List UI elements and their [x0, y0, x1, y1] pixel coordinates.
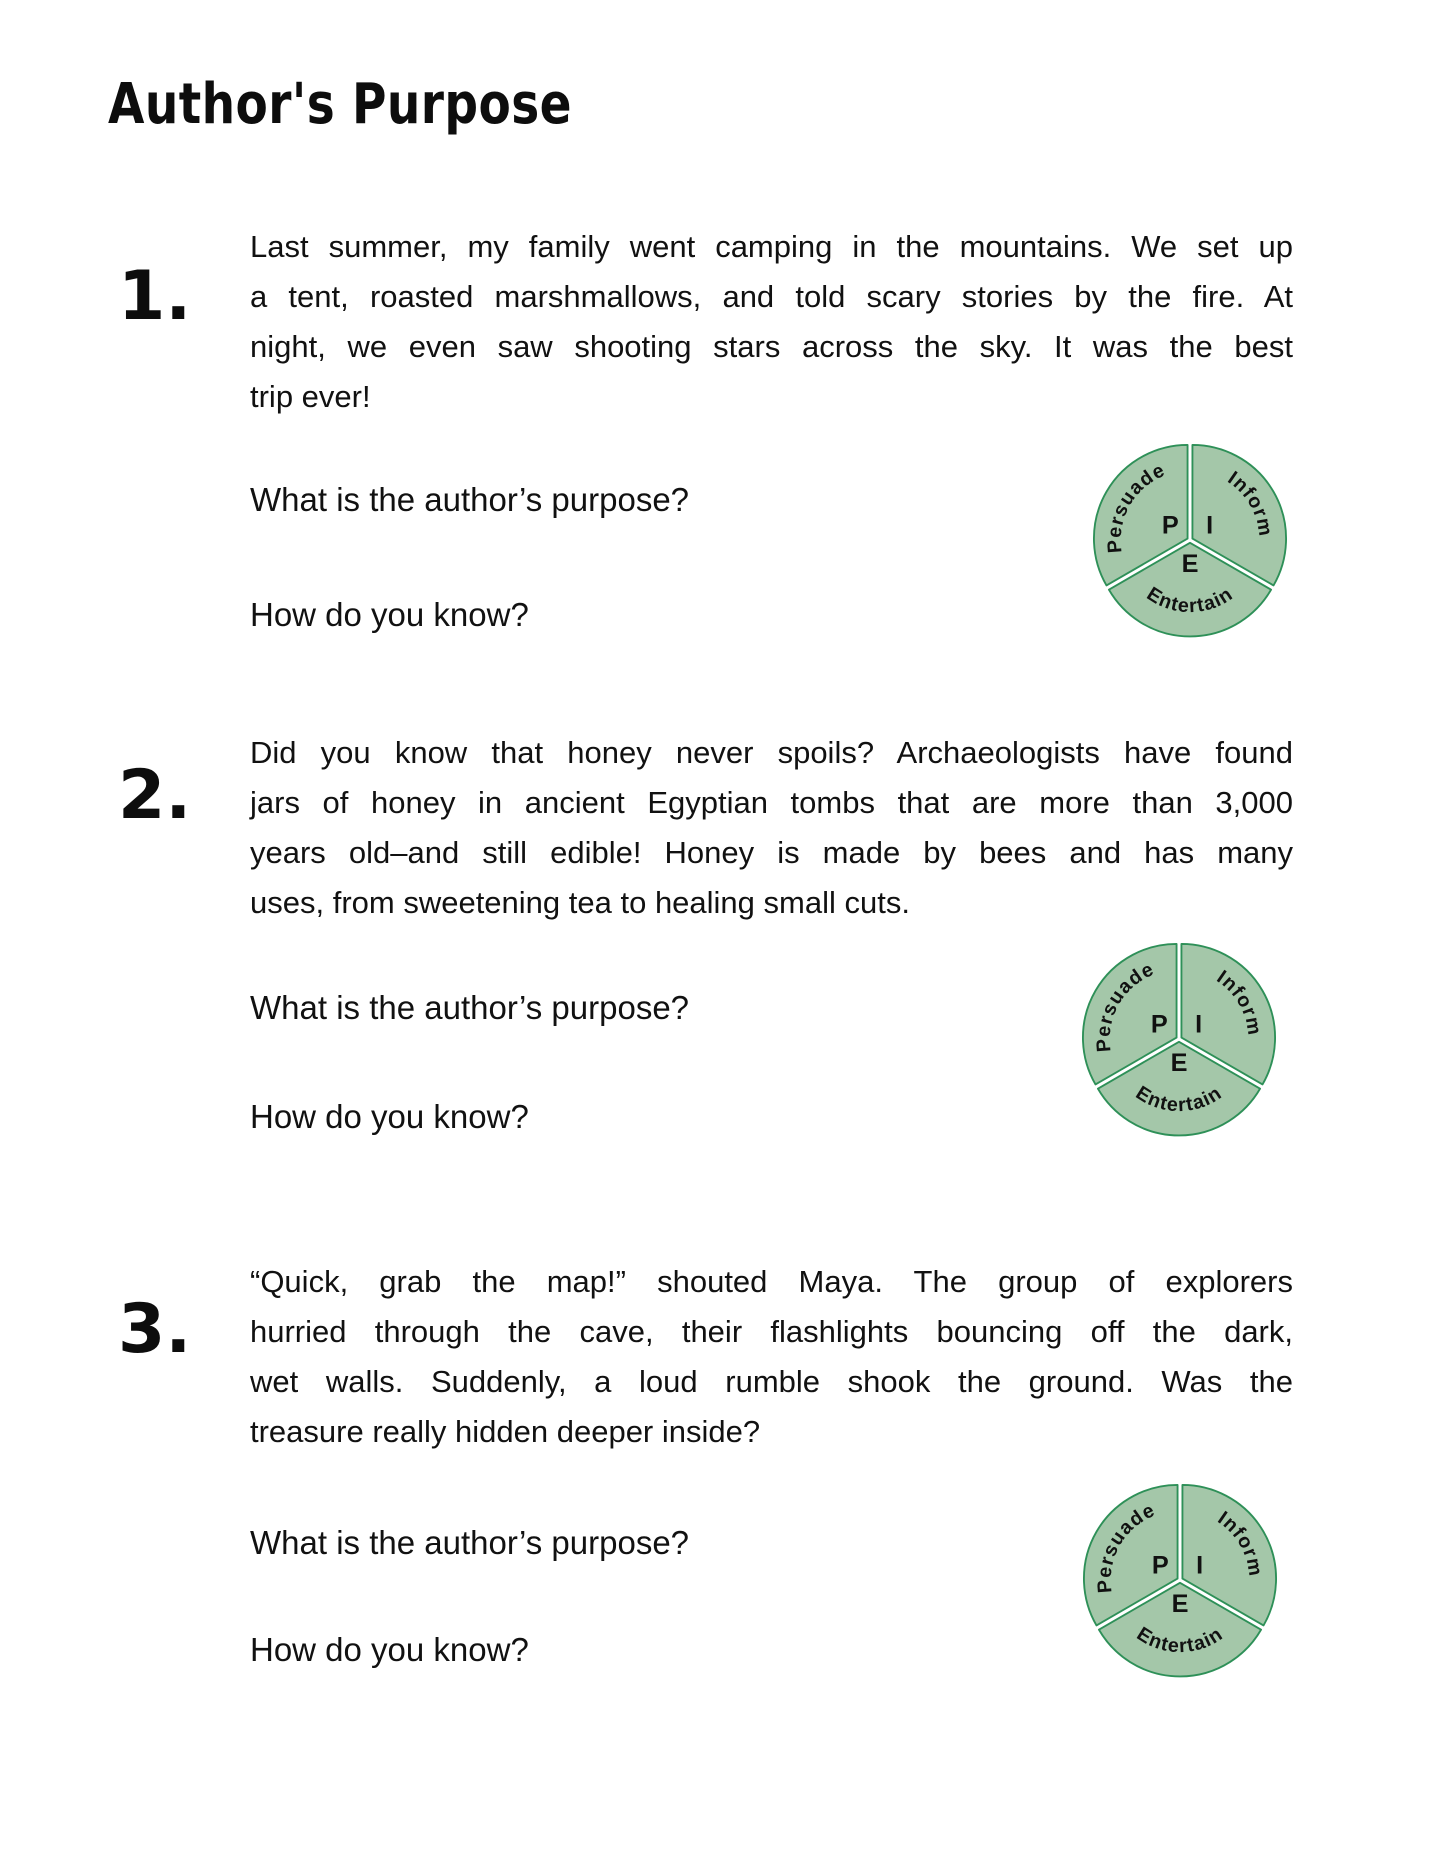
pie-label-persuade: Persuade [1093, 1499, 1159, 1594]
pie-letter-e: E [1181, 549, 1199, 578]
pie-chart [1076, 936, 1282, 1142]
item-3-number: 3. [118, 1290, 192, 1369]
item-2-passage [250, 728, 1293, 928]
pie-letter-p: P [1150, 1010, 1168, 1039]
pie-letter-e: E [1171, 1589, 1189, 1618]
page-title: Author's Purpose [108, 72, 572, 137]
pie-letter-i: I [1206, 511, 1214, 540]
passage-line: years old–and still edible! Honey is made by bees and has many [250, 835, 1293, 870]
item-1-passage [250, 222, 1293, 422]
item-1-question-how-know: How do you know? [250, 596, 529, 633]
pie-label-inform: Inform [1223, 467, 1277, 539]
pie-letter-p: P [1151, 1551, 1169, 1580]
passage-line: Last summer, my family went camping in the mountains. We set up [250, 229, 1293, 264]
item-1-question-purpose: What is the author’s purpose? [250, 481, 690, 518]
item-3-passage [250, 1257, 1293, 1457]
passage-line: night, we even saw shooting stars across the sky. It was the best [250, 329, 1293, 364]
pie-label-persuade: Persuade [1103, 459, 1169, 554]
passage-line: Did you know that honey never spoils? Archaeologists have found [250, 735, 1293, 770]
pie-label-persuade: Persuade [1092, 958, 1158, 1053]
item-2-question-how-know: How do you know? [250, 1098, 529, 1135]
item-2-number: 2. [118, 756, 192, 835]
passage-line: uses, from sweetening tea to healing small cuts. [250, 885, 910, 920]
pie-chart [1077, 1477, 1283, 1683]
pie-label-entertain: Entertain [1131, 1081, 1227, 1117]
passage-line: a tent, roasted marshmallows, and told scary stories by the fire. At [250, 279, 1293, 314]
passage-line: hurried through the cave, their flashlights bouncing off the dark, [250, 1314, 1293, 1349]
pie-label-entertain: Entertain [1142, 582, 1238, 618]
pie-letter-i: I [1196, 1551, 1204, 1580]
pie-letter-p: P [1161, 511, 1179, 540]
passage-line: trip ever! [250, 379, 371, 414]
passage-line: jars of honey in ancient Egyptian tombs that are more than 3,000 [250, 785, 1293, 820]
pie-label-entertain: Entertain [1132, 1622, 1228, 1658]
pie-letter-i: I [1195, 1010, 1203, 1039]
passage-line: wet walls. Suddenly, a loud rumble shook the ground. Was the [250, 1364, 1293, 1399]
pie-letter-e: E [1170, 1048, 1188, 1077]
passage-line: “Quick, grab the map!” shouted Maya. The group of explorers [250, 1264, 1293, 1299]
pie-chart [1087, 437, 1293, 643]
pie-label-inform: Inform [1213, 1507, 1267, 1579]
item-1-number: 1. [118, 257, 192, 336]
item-3-question-purpose: What is the author’s purpose? [250, 1524, 690, 1561]
item-3-question-how-know: How do you know? [250, 1631, 529, 1668]
item-2-question-purpose: What is the author’s purpose? [250, 989, 690, 1026]
pie-label-inform: Inform [1212, 966, 1266, 1038]
passage-line: treasure really hidden deeper inside? [250, 1414, 761, 1449]
